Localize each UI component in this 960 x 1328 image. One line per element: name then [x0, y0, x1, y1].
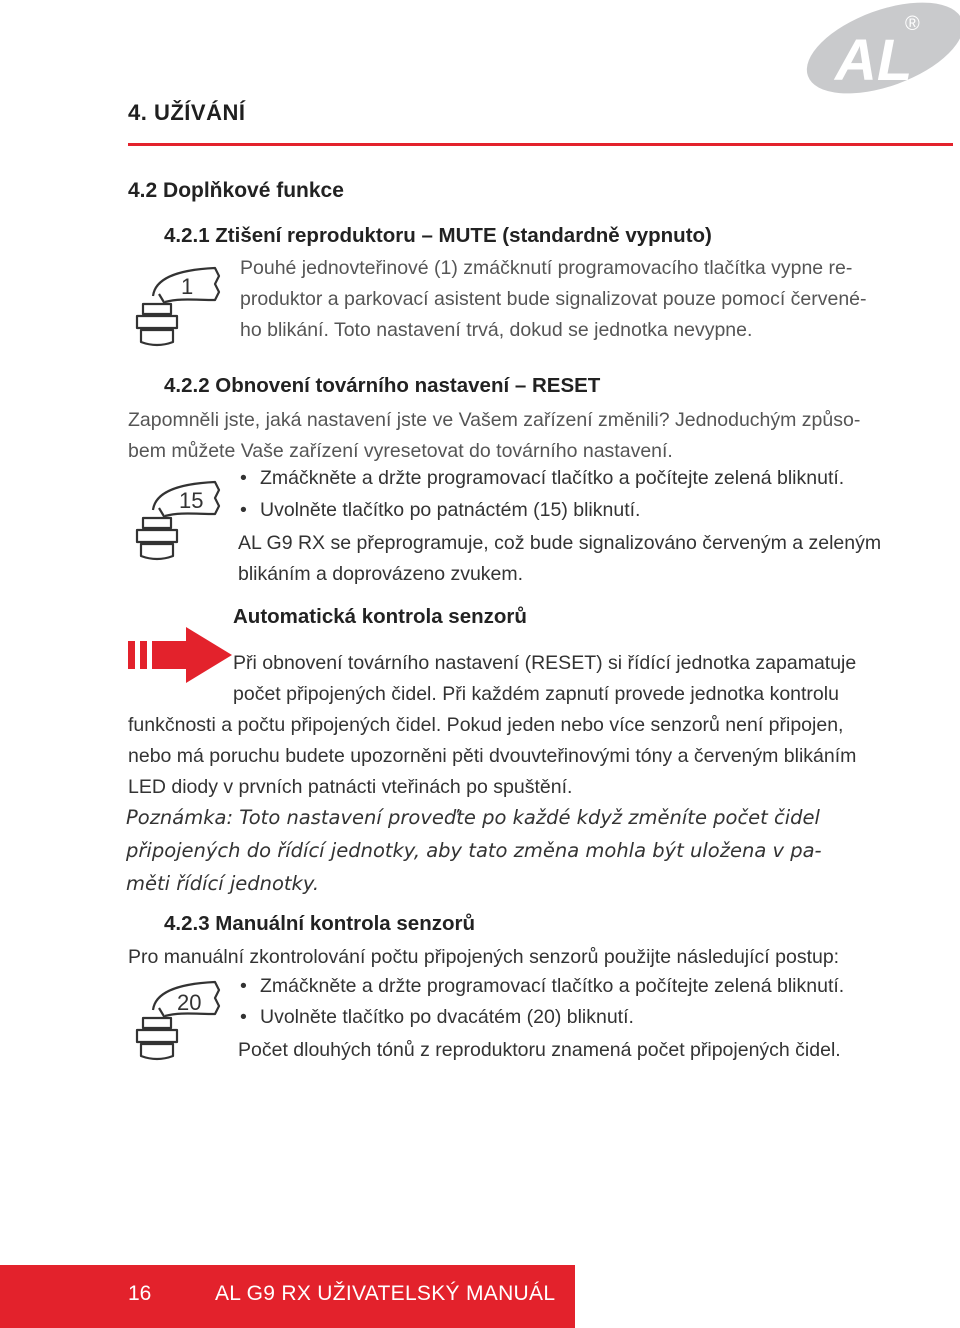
auto-line-4: nebo má poruchu budete upozorněni pěti dvouvteřinovými tóny a červeným blikáním: [128, 745, 857, 767]
icon-number: 20: [177, 990, 202, 1015]
logo-registered-mark: ®: [905, 13, 920, 35]
finger-press-icon: [125, 258, 225, 358]
reset-after-2: blikáním a doprovázeno zvukem.: [238, 563, 524, 585]
al-logo: [795, 0, 960, 110]
arrow-right-icon: [128, 627, 234, 683]
manual-after: Počet dlouhých tónů z reproduktoru znamená počet připojených čidel.: [238, 1039, 841, 1061]
subsection-title-mute: 4.2.1 Ztišení reproduktoru – MUTE (standardně vypnuto): [164, 224, 712, 247]
note-line-1: Poznámka: Toto nastavení proveďte po každé když změníte počet čidel: [126, 806, 820, 829]
list-item: • Zmáčkněte a držte programovací tlačítko a počítejte zelená bliknutí.: [240, 467, 845, 489]
auto-check-title: Automatická kontrola senzorů: [233, 605, 527, 628]
mute-line-1: Pouhé jednovteřinové (1) zmáčknutí programovacího tlačítka vypne re-: [240, 257, 853, 279]
mute-line-3: ho blikání. Toto nastavení trvá, dokud se jednotka nevypne.: [240, 319, 753, 341]
auto-line-3: funkčnosti a počtu připojených čidel. Pokud jeden nebo více senzorů není připojen,: [128, 714, 844, 736]
list-item: • Uvolněte tlačítko po patnáctém (15) bliknutí.: [240, 499, 641, 521]
auto-line-5: LED diody v prvních patnácti vteřinách po spuštění.: [128, 776, 573, 798]
list-item: • Uvolněte tlačítko po dvacátém (20) bliknutí.: [240, 1006, 634, 1028]
manual-intro: Pro manuální zkontrolování počtu připojených senzorů použijte následující postup:: [128, 946, 840, 968]
note-line-3: měti řídící jednotky.: [126, 872, 320, 895]
list-item: • Zmáčkněte a držte programovací tlačítko a počítejte zelená bliknutí.: [240, 975, 845, 997]
reset-after-1: AL G9 RX se přeprogramuje, což bude signalizováno červeným a zeleným: [238, 532, 882, 554]
note-line-2: připojených do řídící jednotky, aby tato změna mohla být uložena v pa-: [126, 839, 822, 862]
chapter-title: 4. UŽÍVÁNÍ: [128, 100, 246, 125]
auto-line-2: počet připojených čidel. Při každém zapnutí provede jednotka kontrolu: [233, 683, 839, 705]
finger-press-icon: [125, 472, 225, 572]
chapter-rule: [128, 143, 953, 146]
reset-line-2: bem můžete Vaše zařízení vyresetovat do továrního nastavení.: [128, 440, 673, 462]
auto-line-1: Při obnovení továrního nastavení (RESET) si řídící jednotka zapamatuje: [233, 652, 857, 674]
reset-line-1: Zapomněli jste, jaká nastavení jste ve Vašem zařízení změnili? Jednoduchým způso-: [128, 409, 861, 431]
icon-number: 15: [179, 488, 204, 513]
finger-press-icon: [125, 972, 225, 1072]
section-title: 4.2 Doplňkové funkce: [128, 179, 344, 202]
footer-title: AL G9 RX UŽIVATELSKÝ MANUÁL: [215, 1282, 556, 1305]
icon-number: 1: [181, 274, 194, 299]
subsection-title-reset: 4.2.2 Obnovení továrního nastavení – RESET: [164, 374, 601, 397]
mute-line-2: produktor a parkovací asistent bude signalizovat pouze pomocí červené-: [240, 288, 867, 310]
subsection-title-manual: 4.2.3 Manuální kontrola senzorů: [164, 912, 475, 935]
page-number: 16: [128, 1282, 152, 1305]
footer-bar: [0, 1265, 575, 1328]
logo-text: AL: [835, 28, 913, 93]
